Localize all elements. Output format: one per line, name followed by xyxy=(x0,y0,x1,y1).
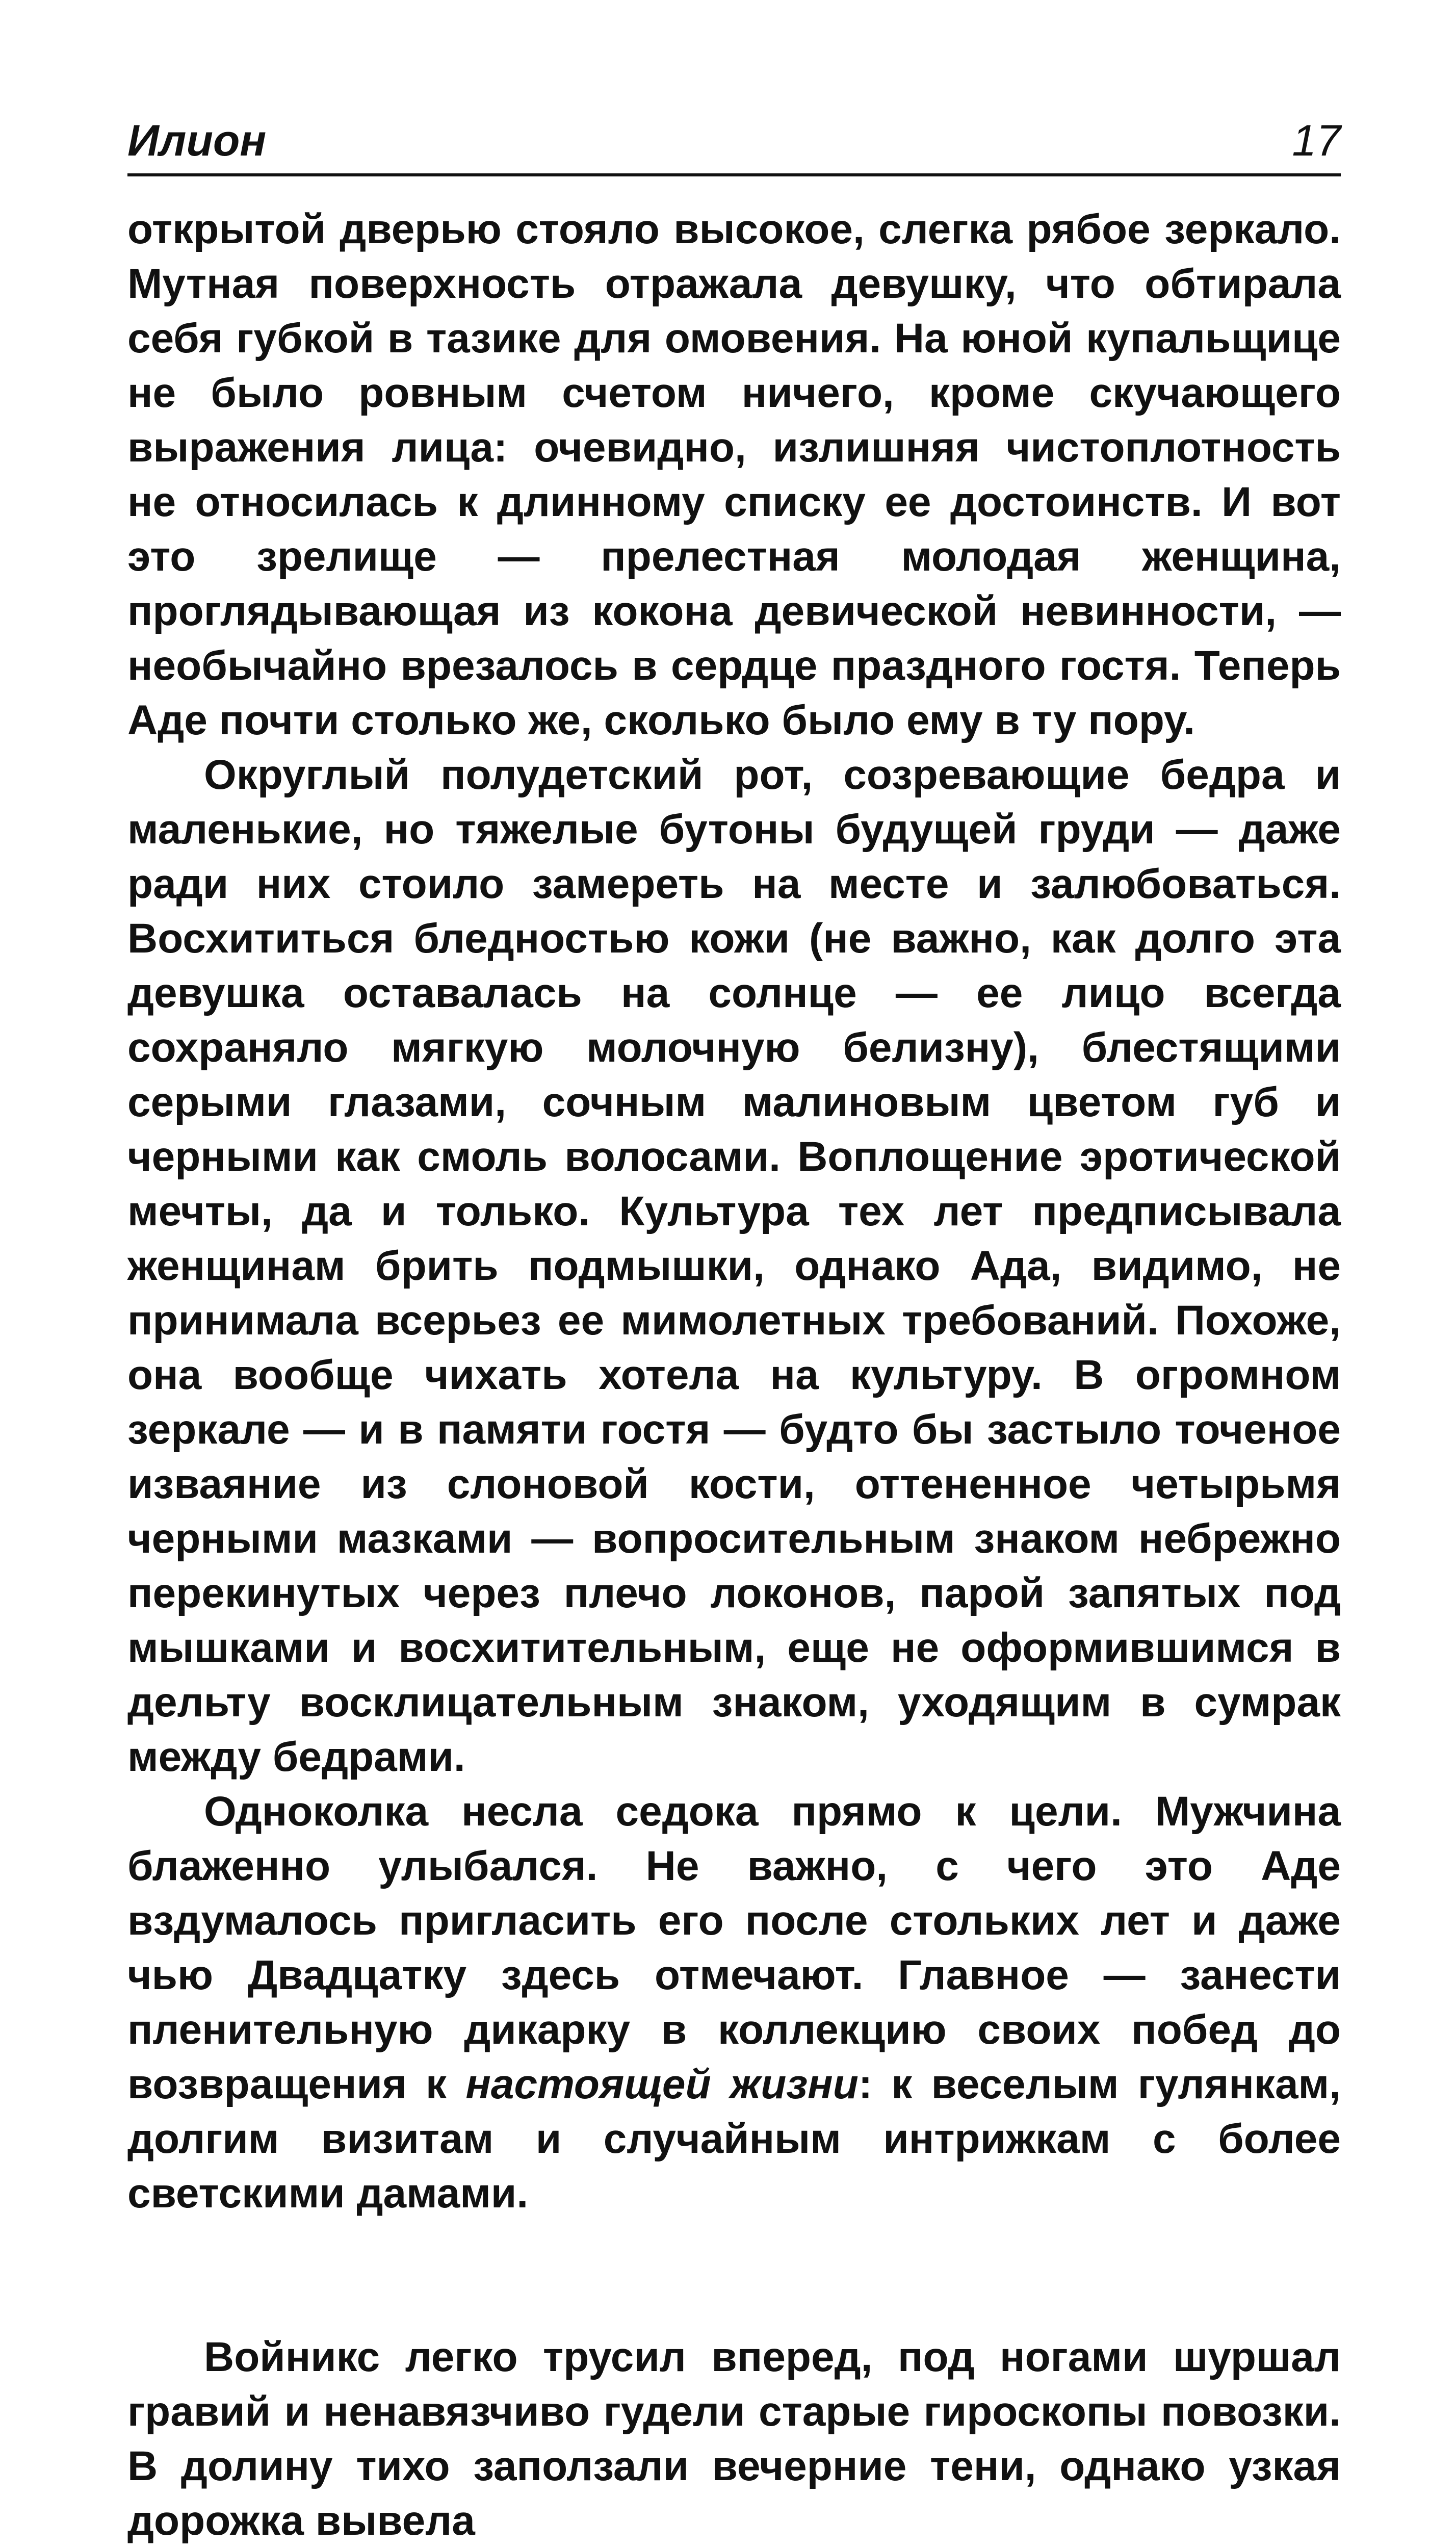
page-number: 17 xyxy=(1292,116,1341,165)
running-head xyxy=(127,102,1341,176)
paragraph-gig-emphasis: настоящей жизни xyxy=(465,2061,859,2107)
paragraph-gig xyxy=(127,1784,1341,2221)
paragraph-gig-text-after: : к веселым гулянкам, долгим визитам и случайным интрижкам с более светскими дамами. xyxy=(127,2061,1341,2217)
section-break xyxy=(127,2221,1341,2330)
body-text xyxy=(127,202,1341,2548)
paragraph-gig-text-before: Одноколка несла седока прямо к цели. Мужчина блаженно улыбался. Не важно, с чего это Аде вздумалось пригласить его после стольких лет и даже чью Двадцатку здесь отмечают. Главное — занести пленительную дикарку в коллекцию своих побед до возвращения к xyxy=(127,1788,1341,2107)
running-title: Илион xyxy=(127,116,267,165)
paragraph-voynix: Войникс легко трусил вперед, под ногами шуршал гравий и ненавязчиво гудели старые гироскопы повозки. В долину тихо заползали вечерние тени, однако узкая дорожка вывела xyxy=(127,2334,1341,2544)
paragraph-continuation: открытой дверью стояло высокое, слегка рябое зеркало. Мутная поверхность отражала девушку, что обтирала себя губкой в тазике для омовения. На юной купальщице не было ровным счетом ничего, кроме скучающего выражения лица: очевидно, излишняя чистоплотность не относилась к длинному списку ее достоинств. И вот это зрелище — прелестная молодая женщина, проглядывающая из кокона девической невинности, — необычайно врезалось в сердце праздного гостя. Теперь Аде почти столько же, сколько было ему в ту пору. xyxy=(127,206,1341,743)
paragraph-description: Округлый полудетский рот, созревающие бедра и маленькие, но тяжелые бутоны будущей груди — даже ради них стоило замереть на месте и залюбоваться. Восхититься бледностью кожи (не важно, как долго эта девушка оставалась на солнце — ее лицо всегда сохраняло мягкую молочную белизну), блестящими серыми глазами, сочным малиновым цветом губ и черными как смоль волосами. Воплощение эротической мечты, да и только. Культура тех лет предписывала женщинам брить подмышки, однако Ада, видимо, не принимала всерьез ее мимолетных требований. Похоже, она вообще чихать хотела на культуру. В огромном зеркале — и в памяти гостя — будто бы застыло точеное изваяние из слоновой кости, оттененное четырьмя черными мазками — вопросительным знаком небрежно перекинутых через плечо локонов, парой запятых под мышками и восхитительным, еще не оформившимся в дельту восклицательным знаком, уходящим в сумрак между бедрами. xyxy=(127,752,1341,1780)
book-page xyxy=(127,102,1341,2548)
